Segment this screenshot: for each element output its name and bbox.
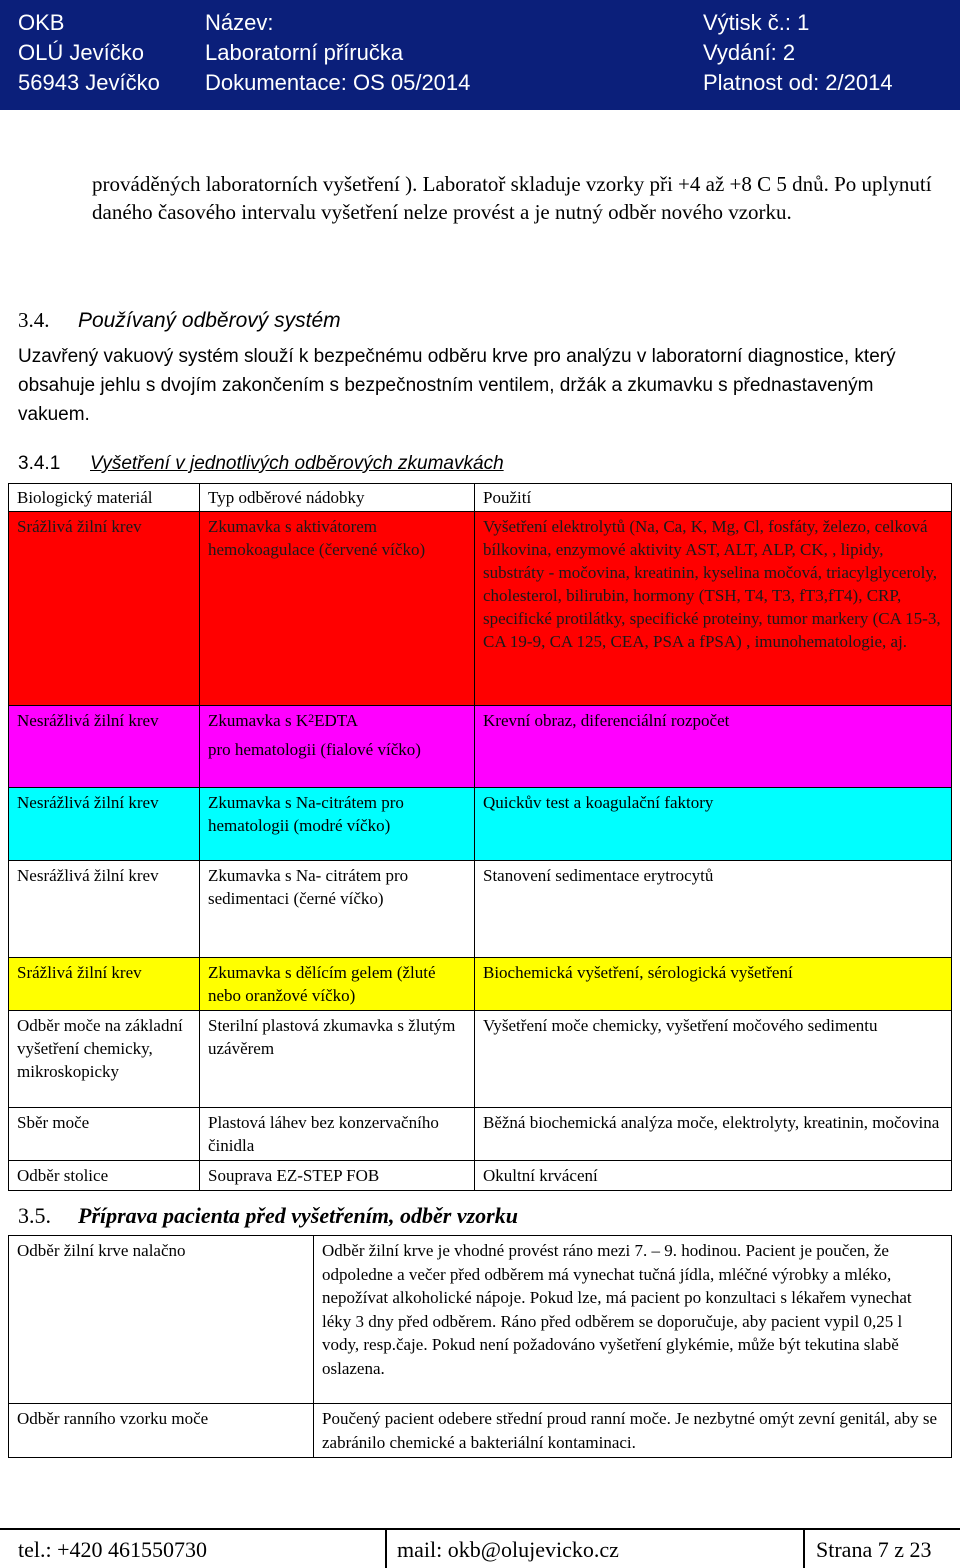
material-cell: Odběr moče na základní vyšetření chemicky, mikroskopicky [9, 1011, 200, 1108]
table-row [9, 861, 952, 958]
section-number: 3.5. [18, 1203, 51, 1228]
table-row [9, 512, 952, 706]
header-version-line: Vydání: 2 [703, 40, 796, 65]
document-footer [0, 1528, 960, 1568]
prep-value: Poučený pacient odebere střední proud ranní moče. Je nezbytné omýt zevní genitál, aby se zabránilo chemické a bakteriální kontaminaci. [314, 1404, 952, 1458]
column-header: Typ odběrové nádobky [200, 484, 475, 512]
column-header: Biologický materiál [9, 484, 200, 512]
header-org-line: OLÚ Jevíčko [18, 40, 144, 65]
footer-mail: mail: okb@olujevicko.cz [397, 1537, 619, 1562]
use-cell: Stanovení sedimentace erytrocytů [475, 861, 952, 958]
section-heading-3-4-1 [18, 453, 504, 475]
header-org-line: OKB [18, 10, 65, 35]
footer-divider [385, 1530, 387, 1568]
use-cell: Běžná biochemická analýza moče, elektrolyty, kreatinin, močovina [475, 1108, 952, 1161]
material-cell: Nesrážlivá žilní krev [9, 788, 200, 861]
use-cell: Vyšetření elektrolytů (Na, Ca, K, Mg, Cl, fosfáty, železo, celková bílkovina, enzymové aktivity AST, ALT, ALP, CK, , lipidy, substráty - močovina, kreatinin, kyselina močová, triacylglyceroly, cholesterol, bilirubin, hormony (TSH, T4, T3, fT3,fT4), CRP, specifické protilátky, specifické proteiny, tumor markery (CA 15-3, CA 19-9, CA 125, CEA, PSA a fPSA) , imunohematologie, aj. [475, 512, 952, 706]
tube-cell: Zkumavka s Na- citrátem pro sedimentaci (černé víčko) [200, 861, 475, 958]
tube-cell [200, 706, 475, 788]
section-number: 3.4.1 [18, 453, 61, 474]
material-cell: Nesrážlivá žilní krev [9, 706, 200, 788]
tube-text: pro hematologii (fialové víčko) [208, 740, 421, 760]
table-row [9, 1404, 952, 1458]
table-header-row [9, 484, 952, 512]
use-cell: Biochemická vyšetření, sérologická vyšetření [475, 958, 952, 1011]
table-row [9, 958, 952, 1011]
table-row [9, 706, 952, 788]
header-version-line: Platnost od: 2/2014 [703, 70, 893, 95]
section-title: Vyšetření v jednotlivých odběrových zkumavkách [90, 453, 504, 474]
header-org-line: 56943 Jevíčko [18, 70, 160, 95]
table-row [9, 1108, 952, 1161]
prep-key: Odběr žilní krve nalačno [9, 1236, 314, 1404]
section-3-4-text: Uzavřený vakuový systém slouží k bezpečnému odběru krve pro analýzu v laboratorní diagnostice, který obsahuje jehlu s dvojím zakončením s bezpečnostním ventilem, držák a zkumavku s přednastaveným vakuem. [18, 346, 896, 425]
section-heading-3-4 [18, 308, 341, 333]
section-number: 3.4. [18, 308, 50, 332]
intro-paragraph: prováděných laboratorních vyšetření ). Laboratoř skladuje vzorky při +4 až +8 C 5 dnů. Po uplynutí daného časového intervalu vyšetření nelze provést a je nutný odběr nového vzorku. [92, 172, 932, 224]
tube-cell: Zkumavka s dělícím gelem (žluté nebo oranžové víčko) [200, 958, 475, 1011]
tube-cell: Zkumavka s aktivátorem hemokoagulace (červené víčko) [200, 512, 475, 706]
section-title: Používaný odběrový systém [78, 309, 341, 332]
table-row [9, 1011, 952, 1108]
prep-table [8, 1235, 952, 1458]
material-cell: Sběr moče [9, 1108, 200, 1161]
use-cell: Okultní krvácení [475, 1161, 952, 1191]
material-cell: Nesrážlivá žilní krev [9, 861, 200, 958]
tube-text: EDTA [314, 711, 359, 730]
section-title: Příprava pacienta před vyšetřením, odběr vzorku [78, 1203, 518, 1228]
section-heading-3-5 [18, 1203, 518, 1229]
tube-cell: Zkumavka s Na-citrátem pro hematologii (modré víčko) [200, 788, 475, 861]
prep-value: Odběr žilní krve je vhodné provést ráno mezi 7. – 9. hodinou. Pacient je poučen, že odpoledne a večer před odběrem má vynechat tučná jídla, mléčné výrobky a mléko, nepožívat alkoholické nápoje. Pokud lze, má pacient po konzultaci s lékařem vynechat léky 3 dny před odběrem. Ráno před odběrem se doporučuje, aby pacient vypil 0,25 l vody, resp.čaje. Pokud není požadováno vyšetření glykémie, může být tekutina slabě oslazena. [314, 1236, 952, 1404]
table-row [9, 1161, 952, 1191]
document-header [0, 0, 960, 110]
use-cell: Krevní obraz, diferenciální rozpočet [475, 706, 952, 788]
tube-table [8, 483, 952, 1191]
footer-page: Strana 7 z 23 [816, 1537, 932, 1562]
header-title-line: Dokumentace: OS 05/2014 [205, 70, 471, 95]
footer-phone: tel.: +420 461550730 [18, 1537, 208, 1562]
material-cell: Srážlivá žilní krev [9, 512, 200, 706]
tube-subscript: 2 [308, 711, 315, 726]
tube-cell: Plastová láhev bez konzervačního činidla [200, 1108, 475, 1161]
prep-key: Odběr ranního vzorku moče [9, 1404, 314, 1458]
tube-text: Zkumavka s K [208, 711, 309, 730]
header-title-line: Laboratorní příručka [205, 40, 404, 65]
header-version-line: Výtisk č.: 1 [703, 10, 810, 35]
header-title-line: Název: [205, 10, 274, 35]
use-cell: Vyšetření moče chemicky, vyšetření močového sedimentu [475, 1011, 952, 1108]
material-cell: Odběr stolice [9, 1161, 200, 1191]
table-row [9, 788, 952, 861]
tube-cell: Souprava EZ-STEP FOB [200, 1161, 475, 1191]
column-header: Použití [475, 484, 952, 512]
header-title [205, 8, 470, 98]
header-org [18, 8, 160, 98]
material-cell: Srážlivá žilní krev [9, 958, 200, 1011]
use-cell: Quickův test a koagulační faktory [475, 788, 952, 861]
table-row [9, 1236, 952, 1404]
footer-divider [803, 1530, 805, 1568]
header-version [703, 8, 893, 98]
tube-cell: Sterilní plastová zkumavka s žlutým uzávěrem [200, 1011, 475, 1108]
